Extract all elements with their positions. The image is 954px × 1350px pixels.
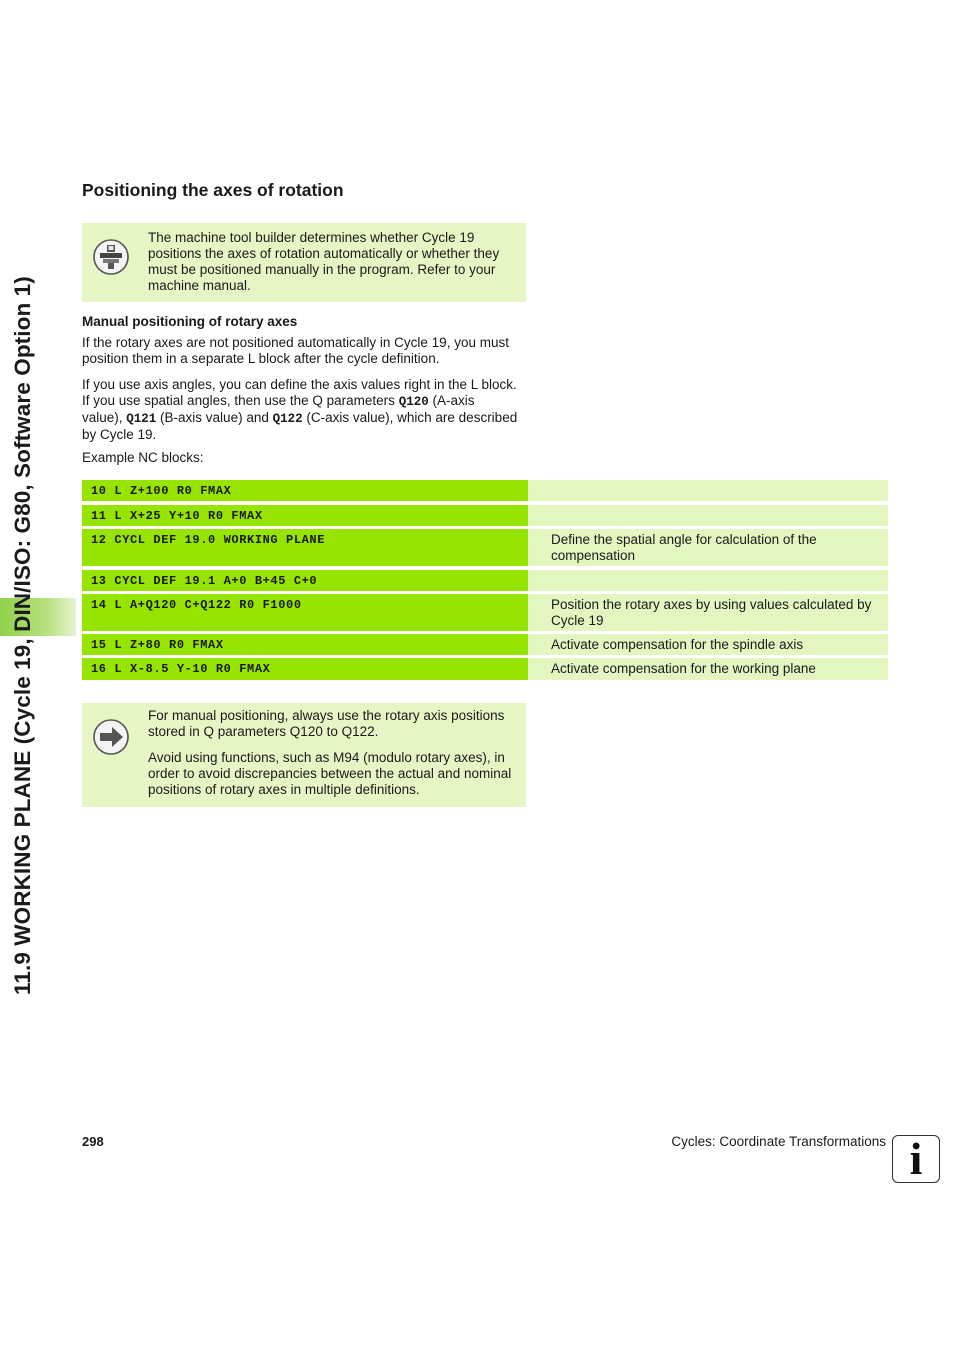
tip-note-text [148, 708, 516, 808]
footer-chapter-title: Cycles: Coordinate Transformations [671, 1134, 886, 1149]
nc-desc-cell: Position the rotary axes by using values calculated by Cycle 19 [528, 594, 888, 631]
nc-code-cell: 10 L Z+100 R0 FMAX [82, 480, 528, 501]
q-parameter-q120: Q120 [398, 395, 429, 409]
paragraph-axis-angles: If you use axis angles, you can define the axis values right in the L block. If you use spatial angles, then use the Q parameters Q120 (A-axis value), Q121 (B-axis value) and Q122 (C-axis value), which are described by Cycle 19. [82, 377, 518, 442]
nc-desc-cell [528, 505, 888, 526]
nc-code-cell: 15 L Z+80 R0 FMAX [82, 634, 528, 655]
machine-builder-note [82, 223, 526, 302]
nc-code-cell: 11 L X+25 Y+10 R0 FMAX [82, 505, 528, 526]
table-row [82, 480, 888, 501]
nc-code-cell: 13 CYCL DEF 19.1 A+0 B+45 C+0 [82, 570, 528, 591]
info-glyph: i [909, 1133, 923, 1184]
table-row [82, 529, 888, 566]
table-row [82, 658, 888, 680]
nc-code-cell: 12 CYCL DEF 19.0 WORKING PLANE [82, 529, 528, 566]
nc-desc-cell [528, 480, 888, 501]
table-row [82, 594, 888, 631]
nc-desc-cell: Activate compensation for the spindle axis [528, 634, 888, 655]
q-parameter-q122: Q122 [272, 412, 303, 426]
tip-paragraph-2: Avoid using functions, such as M94 (modulo rotary axes), in order to avoid discrepancies between the actual and nominal positions of rotary axes in multiple definitions. [148, 750, 512, 797]
info-icon [892, 1135, 940, 1183]
table-row [82, 505, 888, 526]
manual-positioning-tip [82, 703, 526, 807]
nc-code-cell: 16 L X-8.5 Y-10 R0 FMAX [82, 658, 528, 680]
nc-desc-cell: Activate compensation for the working plane [528, 658, 888, 680]
tip-paragraph-1: For manual positioning, always use the rotary axis positions stored in Q parameters Q120 to Q122. [148, 708, 505, 739]
nc-desc-cell: Define the spatial angle for calculation of the compensation [528, 529, 888, 566]
arrow-right-icon [91, 717, 131, 757]
nc-code-cell: 14 L A+Q120 C+Q122 R0 F1000 [82, 594, 528, 631]
table-row [82, 634, 888, 655]
paragraph-example-label: Example NC blocks: [82, 450, 204, 465]
table-row [82, 570, 888, 591]
paragraph-manual-positioning: If the rotary axes are not positioned automatically in Cycle 19, you must position them in a separate L block after the cycle definition. [82, 335, 509, 366]
subsection-title: Manual positioning of rotary axes [82, 314, 298, 329]
chapter-side-title-text: 11.9 WORKING PLANE (Cycle 19, DIN/ISO: G80, Software Option 1) [10, 276, 35, 995]
page-number: 298 [82, 1134, 104, 1149]
nc-desc-cell [528, 570, 888, 591]
q-parameter-q121: Q121 [126, 412, 157, 426]
section-title: Positioning the axes of rotation [82, 180, 344, 200]
machine-tool-icon [91, 237, 131, 277]
machine-note-text: The machine tool builder determines whether Cycle 19 positions the axes of rotation automatically or whether they must be positioned manually in the program. Refer to your machine manual. [148, 230, 500, 293]
